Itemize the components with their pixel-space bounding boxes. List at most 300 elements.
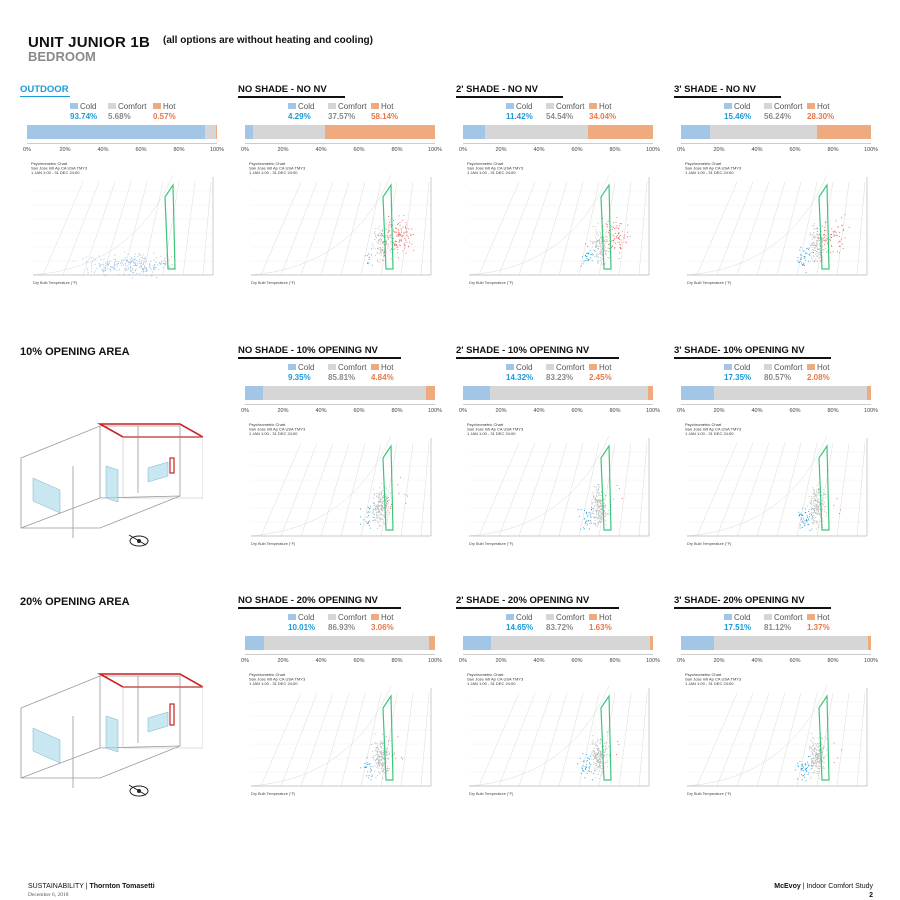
scatter-point-cold [589,529,590,530]
scatter-point-cold [154,266,155,267]
scatter-point-comfort [377,749,378,750]
scatter-point-comfort [378,235,379,236]
scatter-point-cold [155,267,156,268]
bar-segment-cold [463,386,490,400]
scatter-point-cold [143,258,144,259]
scatter-point-comfort [813,242,814,243]
scatter-point-comfort [601,508,602,509]
scatter-point-comfort [598,248,599,249]
legend-swatch-comfort [764,103,772,109]
legend-label-hot: Hot [817,363,830,372]
scatter-point-hot [608,221,609,222]
scatter-point-cold [154,264,155,265]
scatter-point-comfort [814,245,815,246]
scatter-point-comfort [813,772,814,773]
scatter-point-comfort [810,253,811,254]
scatter-point-cold [363,519,364,520]
scatter-point-comfort [595,498,596,499]
scatter-point-comfort [596,509,597,510]
scatter-point-hot [394,245,395,246]
scatter-point-hot [396,241,397,242]
legend-label-hot: Hot [599,613,612,622]
x-tick-label: 80% [827,147,839,153]
scatter-point-cold [105,268,106,269]
scatter-point-comfort [598,517,599,518]
x-tick-label: 40% [751,408,763,414]
scatter-point-comfort [596,232,597,233]
scatter-point-cold [139,267,140,268]
scatter-point-cold [808,764,809,765]
scatter-point-comfort [386,505,387,506]
scatter-point-comfort [814,770,815,771]
legend-swatch-cold [724,614,732,620]
comfort-panel [456,345,661,560]
scatter-point-comfort [382,506,383,507]
scatter-point-comfort [386,497,387,498]
scatter-point-hot [411,235,412,236]
value-label-cold: 11.42% [506,112,533,121]
scatter-point-cold [798,512,799,513]
scatter-point-comfort [829,231,830,232]
scatter-point-cold [114,264,115,265]
psychro-caption: 1 JAN 1:00 - 31 DEC 24:00 [685,681,734,686]
scatter-point-comfort [599,749,600,750]
scatter-point-comfort [826,512,827,513]
scatter-point-comfort [818,525,819,526]
scatter-point-hot [616,226,617,227]
scatter-point-comfort [382,748,383,749]
scatter-point-hot [838,242,839,243]
scatter-point-comfort [812,768,813,769]
scatter-point-comfort [598,512,599,513]
scatter-point-comfort [378,505,379,506]
scatter-point-cold [805,765,806,766]
scatter-point-cold [145,271,146,272]
scatter-point-comfort [380,762,381,763]
psychrometric-chart [23,157,218,287]
scatter-point-cold [139,259,140,260]
scatter-point-comfort [596,239,597,240]
scatter-point-comfort [381,759,382,760]
scatter-point-comfort [598,756,599,757]
scatter-point-comfort [822,744,823,745]
scatter-point-comfort [819,758,820,759]
comfort-zone-polygon [601,696,611,780]
scatter-point-cold [586,514,587,515]
scatter-point-comfort [382,514,383,515]
scatter-point-comfort [594,241,595,242]
legend-swatch-hot [153,103,161,109]
scatter-point-hot [617,485,618,486]
scatter-point-comfort [606,520,607,521]
legend-label-cold: Cold [734,102,751,111]
scatter-point-comfort [598,263,599,264]
x-tick-label: 20% [495,408,507,414]
scatter-point-comfort [601,517,602,518]
psychro-caption: San Jose Intl Ap CA USA TMY3 [467,165,524,171]
scatter-point-hot [395,758,396,759]
scatter-point-comfort [813,517,814,518]
psychro-caption: San Jose Intl Ap CA USA TMY3 [467,676,524,682]
scatter-point-cold [110,261,111,262]
legend-cold [724,102,750,111]
legend-swatch-hot [807,614,815,620]
scatter-point-hot [388,230,389,231]
scatter-point-comfort [599,495,600,496]
scatter-point-cold [146,275,147,276]
scatter-point-comfort [814,496,815,497]
scatter-point-hot [839,252,840,253]
scatter-point-comfort [813,250,814,251]
x-tick-label: 20% [713,408,725,414]
scatter-point-comfort [601,501,602,502]
scatter-point-hot [390,508,391,509]
scatter-point-comfort [600,763,601,764]
scatter-point-hot [387,497,388,498]
value-label-hot: 2.08% [807,373,830,382]
scatter-point-comfort [815,499,816,500]
scatter-point-comfort [376,743,377,744]
scatter-point-cold [114,255,115,256]
scatter-point-comfort [596,246,597,247]
scatter-point-comfort [815,755,816,756]
scatter-point-comfort [383,508,384,509]
scatter-point-comfort [373,246,374,247]
scatter-point-comfort [815,254,816,255]
scatter-point-comfort [824,506,825,507]
scatter-point-comfort [165,264,166,265]
scatter-point-comfort [379,756,380,757]
scatter-point-hot [386,736,387,737]
scatter-point-comfort [590,520,591,521]
scatter-point-hot [617,235,618,236]
scatter-point-comfort [600,753,601,754]
psychro-caption: Psychrometric Chart [249,422,286,427]
scatter-point-cold [805,253,806,254]
value-label-cold: 4.29% [288,112,311,121]
scatter-point-comfort [818,737,819,738]
scatter-point-comfort [822,748,823,749]
scatter-point-comfort [818,768,819,769]
scatter-point-comfort [602,519,603,520]
scatter-point-hot [389,222,390,223]
x-axis-line [681,654,871,655]
scatter-point-cold [369,508,370,509]
scatter-point-comfort [813,515,814,516]
scatter-point-hot [400,245,401,246]
x-tick-label: 100% [645,147,661,153]
scatter-point-comfort [823,766,824,767]
scatter-point-cold [153,267,154,268]
scatter-point-cold [808,519,809,520]
scatter-point-comfort [814,750,815,751]
scatter-point-hot [618,744,619,745]
scatter-point-comfort [375,747,376,748]
scatter-point-comfort [382,490,383,491]
scatter-point-comfort [601,516,602,517]
legend-swatch-hot [589,364,597,370]
scatter-point-cold [127,260,128,261]
scatter-point-cold [123,260,124,261]
scatter-point-hot [839,232,840,233]
scatter-point-comfort [824,494,825,495]
scatter-point-cold [798,262,799,263]
scatter-point-comfort [602,773,603,774]
scatter-point-comfort [593,513,594,514]
scatter-point-cold [130,271,131,272]
scatter-point-comfort [813,744,814,745]
scatter-point-comfort [816,490,817,491]
scatter-point-comfort [601,514,602,515]
scatter-point-comfort [594,751,595,752]
scatter-point-comfort [600,505,601,506]
scatter-point-cold [145,259,146,260]
scatter-point-comfort [604,743,605,744]
scatter-point-cold [118,261,119,262]
scatter-point-comfort [595,497,596,498]
saturation-curve [251,686,391,786]
scatter-point-comfort [600,240,601,241]
scatter-point-comfort [381,757,382,758]
scatter-point-comfort [812,235,813,236]
scatter-point-comfort [598,508,599,509]
scatter-point-comfort [594,756,595,757]
value-label-hot: 1.37% [807,623,830,632]
legend-label-comfort: Comfort [556,363,585,372]
scatter-point-hot [626,242,627,243]
title-underline [20,96,70,97]
scatter-point-cold [590,258,591,259]
scatter-point-comfort [817,772,818,773]
scatter-point-cold [582,768,583,769]
scatter-point-hot [404,245,405,246]
scatter-point-comfort [815,517,816,518]
scatter-point-cold [104,259,105,260]
scatter-point-comfort [598,489,599,490]
scatter-point-hot [833,233,834,234]
scatter-point-comfort [381,234,382,235]
scatter-point-cold [128,269,129,270]
scatter-point-comfort [819,513,820,514]
scatter-point-cold [798,257,799,258]
scatter-point-cold [145,257,146,258]
scatter-point-comfort [595,526,596,527]
scatter-point-hot [406,228,407,229]
scatter-point-comfort [816,752,817,753]
scatter-point-cold [800,261,801,262]
scatter-point-cold [156,277,157,278]
scatter-point-cold [812,529,813,530]
scatter-point-comfort [823,494,824,495]
scatter-point-comfort [386,236,387,237]
scatter-point-hot [817,231,818,232]
scatter-point-cold [596,256,597,257]
scatter-point-cold [136,260,137,261]
scatter-point-comfort [389,512,390,513]
x-tick-label: 40% [533,658,545,664]
psychro-grid [469,175,649,275]
scatter-point-hot [619,225,620,226]
scatter-point-cold [371,254,372,255]
scatter-point-cold [105,265,106,266]
bar-segment-cold [681,386,714,400]
scatter-point-cold [807,515,808,516]
scatter-point-hot [827,251,828,252]
scatter-point-comfort [597,493,598,494]
scatter-point-hot [825,222,826,223]
scatter-point-comfort [608,746,609,747]
scatter-point-cold [133,259,134,260]
psychro-caption: Psychrometric Chart [685,161,722,166]
legend-swatch-comfort [764,364,772,370]
scatter-point-comfort [377,521,378,522]
scatter-point-comfort [605,251,606,252]
x-tick-label: 80% [391,658,403,664]
scatter-point-hot [383,236,384,237]
x-axis-line [27,143,217,144]
scatter-point-comfort [591,753,592,754]
scatter-point-cold [91,271,92,272]
scatter-point-comfort [383,252,384,253]
scatter-point-comfort [592,742,593,743]
scatter-point-cold [122,262,123,263]
scatter-point-comfort [812,737,813,738]
scatter-point-cold [366,767,367,768]
scatter-point-hot [386,244,387,245]
value-label-hot: 1.63% [589,623,612,632]
scatter-point-comfort [824,511,825,512]
scatter-point-cold [804,524,805,525]
scatter-point-comfort [381,504,382,505]
scatter-point-comfort [382,766,383,767]
saturation-curve [33,175,173,275]
scatter-point-comfort [816,506,817,507]
scatter-point-comfort [373,489,374,490]
bar-segment-hot [216,125,217,139]
x-axis-line [463,654,653,655]
x-tick-label: 80% [609,147,621,153]
scatter-point-comfort [381,495,382,496]
scatter-point-cold [804,777,805,778]
scatter-point-comfort [817,504,818,505]
scatter-point-comfort [816,764,817,765]
scatter-point-comfort [593,254,594,255]
scatter-point-cold [582,765,583,766]
scatter-point-hot [398,736,399,737]
scatter-point-hot [399,244,400,245]
scatter-point-comfort [820,257,821,258]
scatter-point-comfort [594,752,595,753]
x-tick-label: 20% [713,658,725,664]
scatter-point-comfort [379,253,380,254]
scatter-point-comfort [596,234,597,235]
scatter-point-hot [830,252,831,253]
scatter-point-comfort [382,231,383,232]
scatter-point-comfort [378,259,379,260]
scatter-point-comfort [373,755,374,756]
scatter-point-hot [405,226,406,227]
scatter-point-hot [396,245,397,246]
scatter-point-comfort [373,512,374,513]
legend-label-cold: Cold [516,363,533,372]
value-label-comfort: 83.23% [546,373,574,382]
scatter-point-comfort [376,507,377,508]
scatter-point-comfort [597,526,598,527]
scatter-point-comfort [377,228,378,229]
scatter-point-hot [401,232,402,233]
scatter-point-comfort [597,256,598,257]
scatter-point-comfort [822,241,823,242]
scatter-point-comfort [387,758,388,759]
scatter-point-comfort [600,518,601,519]
scatter-point-cold [135,258,136,259]
scatter-point-hot [616,222,617,223]
scatter-point-comfort [600,509,601,510]
value-label-comfort: 86.93% [328,623,356,632]
scatter-point-cold [121,262,122,263]
scatter-point-comfort [815,748,816,749]
scatter-point-comfort [593,764,594,765]
scatter-point-comfort [815,496,816,497]
scatter-point-comfort [604,755,605,756]
scatter-point-cold [139,253,140,254]
scatter-point-cold [146,269,147,270]
scatter-point-cold [160,264,161,265]
scatter-point-comfort [810,261,811,262]
scatter-point-hot [620,248,621,249]
scatter-point-comfort [378,243,379,244]
scatter-point-hot [619,488,620,489]
comfort-panel [674,345,879,560]
scatter-point-comfort [597,240,598,241]
scatter-point-comfort [814,510,815,511]
scatter-point-cold [95,271,96,272]
scatter-point-cold [590,254,591,255]
scatter-point-comfort [594,506,595,507]
scatter-point-comfort [597,761,598,762]
scatter-point-comfort [592,504,593,505]
scatter-point-cold [807,248,808,249]
scatter-point-cold [808,524,809,525]
scatter-point-comfort [169,259,170,260]
psychro-caption: Psychrometric Chart [467,161,504,166]
scatter-point-cold [143,262,144,263]
scatter-point-comfort [379,226,380,227]
scatter-point-comfort [823,504,824,505]
scatter-point-hot [608,244,609,245]
scatter-point-comfort [818,252,819,253]
footer-study: Indoor Comfort Study [806,883,873,890]
scatter-point-comfort [601,244,602,245]
x-tick-label: 60% [571,147,583,153]
bar-segment-cold [245,386,263,400]
value-label-hot: 2.45% [589,373,612,382]
x-tick-label: 0% [677,658,685,664]
scatter-point-hot [413,234,414,235]
scatter-point-comfort [163,263,164,264]
scatter-point-hot [842,244,843,245]
scatter-point-comfort [600,260,601,261]
scatter-point-comfort [596,254,597,255]
scatter-point-cold [585,260,586,261]
scatter-point-cold [151,261,152,262]
scatter-point-cold [809,765,810,766]
value-label-cold: 17.51% [724,623,752,632]
comfort-panel [238,595,443,810]
scatter-point-hot [823,249,824,250]
scatter-point-hot [382,230,383,231]
scatter-point-cold [369,525,370,526]
